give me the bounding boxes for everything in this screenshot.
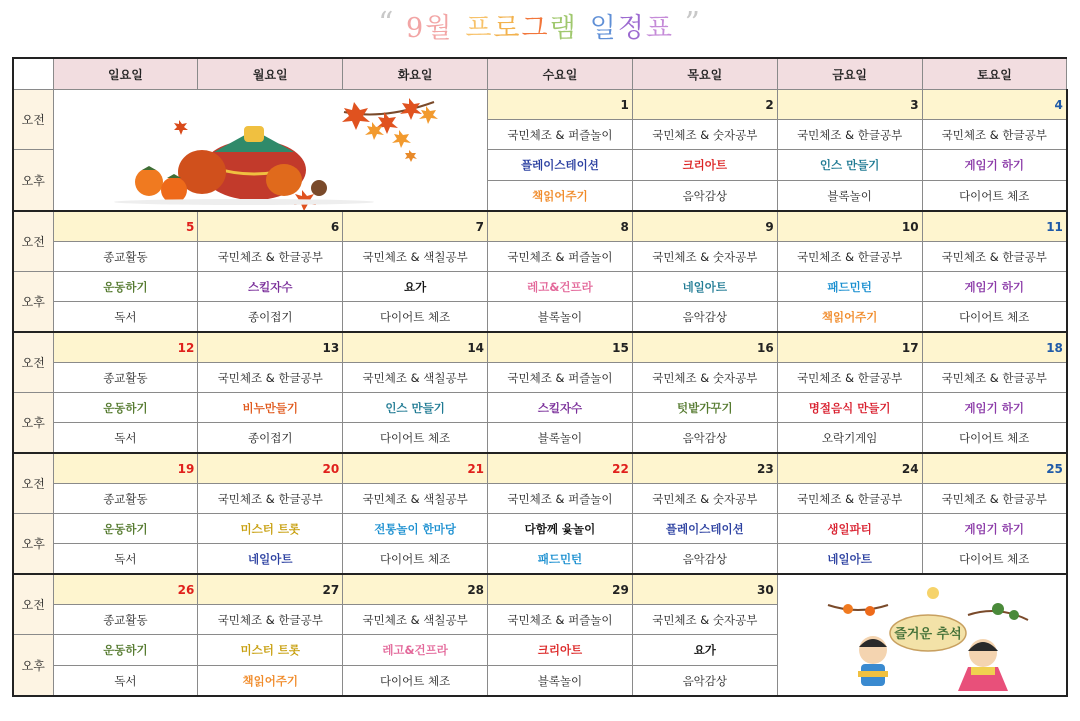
pm-activity: 종이접기 [198, 302, 343, 333]
pm-activity: 스킬자수 [488, 393, 633, 423]
day-number: 12 [53, 332, 198, 363]
pm-activity: 다이어트 체조 [343, 544, 488, 575]
pm-activity: 독서 [53, 302, 198, 333]
day-number: 23 [632, 453, 777, 484]
corner-cell [13, 58, 53, 90]
am-activity: 국민체조 & 퍼즐놀이 [488, 484, 633, 514]
pm-activity: 인스 만들기 [777, 150, 922, 181]
week-am-row [13, 363, 1067, 393]
pm-activity: 오락기게임 [777, 423, 922, 454]
day-number: 20 [198, 453, 343, 484]
am-activity: 국민체조 & 숫자공부 [632, 363, 777, 393]
period-label-am: 오전 [13, 453, 53, 514]
pm-activity: 다이어트 체조 [922, 544, 1067, 575]
pm-activity: 게임기 하기 [922, 150, 1067, 181]
pm-activity: 명절음식 만들기 [777, 393, 922, 423]
am-activity: 국민체조 & 한글공부 [922, 120, 1067, 150]
am-activity: 국민체조 & 색칠공부 [343, 242, 488, 272]
pm-activity: 네일아트 [632, 272, 777, 302]
pm-activity: 다이어트 체조 [343, 666, 488, 697]
day-number: 21 [343, 453, 488, 484]
am-activity: 종교활동 [53, 484, 198, 514]
pm-activity: 다이어트 체조 [922, 423, 1067, 454]
am-activity: 국민체조 & 한글공부 [198, 605, 343, 635]
title-char: 그 [521, 13, 550, 44]
pm-activity: 운동하기 [53, 635, 198, 666]
day-number: 17 [777, 332, 922, 363]
am-activity: 국민체조 & 퍼즐놀이 [488, 242, 633, 272]
period-label-pm: 오후 [13, 393, 53, 454]
day-number: 15 [488, 332, 633, 363]
title-char: 램 [549, 13, 578, 44]
day-number: 16 [632, 332, 777, 363]
title-char: 일 [589, 13, 618, 44]
day-number: 3 [777, 90, 922, 120]
am-activity: 종교활동 [53, 242, 198, 272]
pm-activity: 게임기 하기 [922, 272, 1067, 302]
title-char: 프 [465, 13, 494, 44]
pm-activity: 음악감상 [632, 423, 777, 454]
pm-activity: 블록놀이 [488, 302, 633, 333]
period-label-pm: 오후 [13, 635, 53, 697]
title-text [406, 6, 674, 45]
am-activity: 국민체조 & 숫자공부 [632, 605, 777, 635]
pm-activity: 게임기 하기 [922, 514, 1067, 544]
pm-activity: 미스터 트롯 [198, 514, 343, 544]
am-activity: 국민체조 & 한글공부 [777, 120, 922, 150]
pm-activity: 음악감상 [632, 666, 777, 697]
am-activity: 국민체조 & 한글공부 [777, 242, 922, 272]
week-am-row [13, 242, 1067, 272]
day-number: 10 [777, 211, 922, 242]
day-number: 27 [198, 574, 343, 605]
period-label-am: 오전 [13, 90, 53, 150]
pm-activity: 블록놀이 [488, 423, 633, 454]
am-activity: 국민체조 & 한글공부 [777, 363, 922, 393]
period-label-am: 오전 [13, 574, 53, 635]
day-number: 4 [922, 90, 1067, 120]
pm-activity: 생일파티 [777, 514, 922, 544]
header-thu: 목요일 [632, 58, 777, 90]
header-sat: 토요일 [922, 58, 1067, 90]
pm-activity: 운동하기 [53, 393, 198, 423]
week-day-row [13, 574, 1067, 605]
day-number: 25 [922, 453, 1067, 484]
am-activity: 국민체조 & 한글공부 [922, 242, 1067, 272]
day-number: 14 [343, 332, 488, 363]
schedule-table [12, 57, 1068, 697]
period-label-am: 오전 [13, 332, 53, 393]
pm-activity: 네일아트 [198, 544, 343, 575]
week-pm2-row [13, 302, 1067, 333]
pm-activity: 텃밭가꾸기 [632, 393, 777, 423]
period-label-pm: 오후 [13, 272, 53, 333]
pm-activity: 블록놀이 [488, 666, 633, 697]
title-char: 월 [425, 13, 454, 44]
am-activity: 국민체조 & 한글공부 [922, 484, 1067, 514]
pm-activity: 다이어트 체조 [343, 423, 488, 454]
pm-activity: 책읽어주기 [777, 302, 922, 333]
page-title [0, 6, 1080, 48]
pm-activity: 음악감상 [632, 181, 777, 212]
am-activity: 국민체조 & 색칠공부 [343, 484, 488, 514]
day-number: 28 [343, 574, 488, 605]
title-char: 정 [617, 13, 646, 44]
pm-activity: 다이어트 체조 [922, 181, 1067, 212]
day-number: 19 [53, 453, 198, 484]
pm-activity: 미스터 트롯 [198, 635, 343, 666]
day-number: 6 [198, 211, 343, 242]
pm-activity: 블록놀이 [777, 181, 922, 212]
header-mon: 월요일 [198, 58, 343, 90]
pm-activity: 독서 [53, 423, 198, 454]
am-activity: 종교활동 [53, 605, 198, 635]
pm-activity: 책읽어주기 [198, 666, 343, 697]
day-number: 7 [343, 211, 488, 242]
am-activity: 국민체조 & 한글공부 [922, 363, 1067, 393]
chuseok-children-svg [778, 575, 1067, 695]
pm-activity: 책읽어주기 [488, 181, 633, 212]
am-activity: 국민체조 & 숫자공부 [632, 484, 777, 514]
day-number: 5 [53, 211, 198, 242]
header-row [13, 58, 1067, 90]
week-am-row [13, 484, 1067, 514]
am-activity: 국민체조 & 한글공부 [777, 484, 922, 514]
pm-activity: 운동하기 [53, 272, 198, 302]
pm-activity: 네일아트 [777, 544, 922, 575]
pm-activity: 독서 [53, 544, 198, 575]
day-number: 2 [632, 90, 777, 120]
pm-activity: 음악감상 [632, 302, 777, 333]
title-close-quote: ” [684, 6, 702, 41]
pm-activity: 플레이스테이션 [488, 150, 633, 181]
pm-activity: 크리아트 [632, 150, 777, 181]
day-number: 9 [632, 211, 777, 242]
am-activity: 국민체조 & 한글공부 [198, 484, 343, 514]
period-label-am: 오전 [13, 211, 53, 272]
pm-activity: 요가 [343, 272, 488, 302]
pm-activity: 레고&건프라 [343, 635, 488, 666]
pm-activity: 운동하기 [53, 514, 198, 544]
title-char: 표 [645, 13, 674, 44]
header-wed: 수요일 [488, 58, 633, 90]
am-activity: 국민체조 & 퍼즐놀이 [488, 363, 633, 393]
title-open-quote: “ [378, 6, 396, 41]
pm-activity: 비누만들기 [198, 393, 343, 423]
pm-activity: 전통놀이 한마당 [343, 514, 488, 544]
am-activity: 종교활동 [53, 363, 198, 393]
pm-activity: 인스 만들기 [343, 393, 488, 423]
week-day-row [13, 90, 1067, 120]
pm-activity: 패드민턴 [488, 544, 633, 575]
period-label-pm: 오후 [13, 514, 53, 575]
am-activity: 국민체조 & 퍼즐놀이 [488, 120, 633, 150]
title-char: 로 [493, 13, 522, 44]
day-number: 24 [777, 453, 922, 484]
week-pm2-row [13, 423, 1067, 454]
day-number: 26 [53, 574, 198, 605]
day-number: 13 [198, 332, 343, 363]
pm-activity: 음악감상 [632, 544, 777, 575]
pm-activity: 종이접기 [198, 423, 343, 454]
am-activity: 국민체조 & 색칠공부 [343, 605, 488, 635]
day-number: 30 [632, 574, 777, 605]
autumn-illustration [53, 90, 488, 212]
am-activity: 국민체조 & 한글공부 [198, 363, 343, 393]
am-activity: 국민체조 & 한글공부 [198, 242, 343, 272]
pm-activity: 레고&건프라 [488, 272, 633, 302]
period-label-pm: 오후 [13, 150, 53, 212]
pm-activity: 패드민턴 [777, 272, 922, 302]
day-number: 8 [488, 211, 633, 242]
header-tue: 화요일 [343, 58, 488, 90]
header-fri: 금요일 [777, 58, 922, 90]
week-pm-row [13, 272, 1067, 302]
header-sun: 일요일 [53, 58, 198, 90]
day-number: 29 [488, 574, 633, 605]
pm-activity: 스킬자수 [198, 272, 343, 302]
pm-activity: 요가 [632, 635, 777, 666]
am-activity: 국민체조 & 숫자공부 [632, 242, 777, 272]
am-activity: 국민체조 & 퍼즐놀이 [488, 605, 633, 635]
pm-activity: 크리아트 [488, 635, 633, 666]
banner-text: 즐거운 추석 [894, 627, 962, 642]
am-activity: 국민체조 & 색칠공부 [343, 363, 488, 393]
chuseok-children-illustration [777, 574, 1067, 696]
autumn-illustration-svg [54, 90, 488, 210]
pm-activity: 다이어트 체조 [922, 302, 1067, 333]
pm-activity: 플레이스테이션 [632, 514, 777, 544]
day-number: 1 [488, 90, 633, 120]
am-activity: 국민체조 & 숫자공부 [632, 120, 777, 150]
title-char: 9 [406, 13, 426, 44]
day-number: 22 [488, 453, 633, 484]
week-pm-row [13, 514, 1067, 544]
pm-activity: 독서 [53, 666, 198, 697]
week-pm-row [13, 393, 1067, 423]
day-number: 11 [922, 211, 1067, 242]
pm-activity: 다함께 윷놀이 [488, 514, 633, 544]
week-day-row [13, 453, 1067, 484]
pm-activity: 게임기 하기 [922, 393, 1067, 423]
week-day-row [13, 211, 1067, 242]
week-day-row [13, 332, 1067, 363]
week-pm2-row [13, 544, 1067, 575]
pm-activity: 다이어트 체조 [343, 302, 488, 333]
day-number: 18 [922, 332, 1067, 363]
